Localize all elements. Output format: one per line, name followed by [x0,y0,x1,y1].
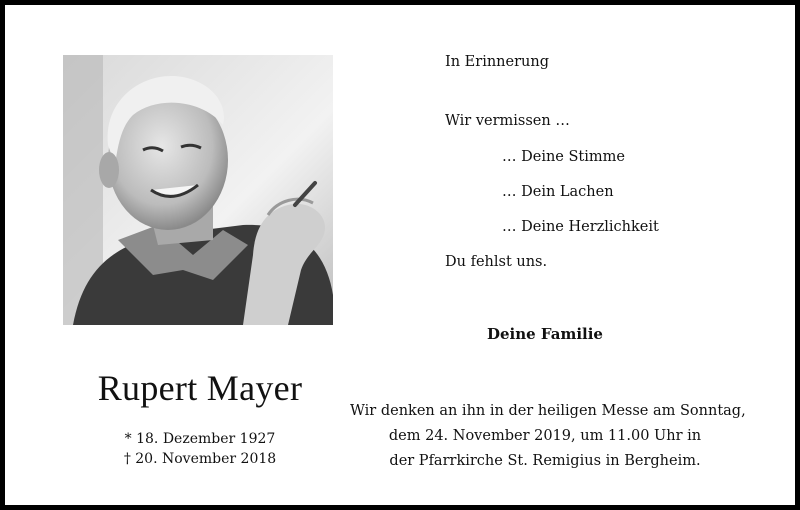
closing-line: Du fehlst uns. [445,254,548,270]
death-date: † 20. November 2018 [123,451,277,467]
portrait-photo [63,55,333,325]
message-line: … Deine Stimme [502,149,625,165]
message-line: … Deine Herzlichkeit [502,219,659,235]
mass-line: der Pfarrkirche St. Remigius in Bergheim. [389,453,701,469]
family-signature: Deine Familie [487,325,603,343]
birth-date: * 18. Dezember 1927 [124,431,276,447]
mass-announcement [350,399,746,474]
mass-line: Wir denken an ihn in der heiligen Messe am Sonntag, [350,403,746,419]
memorial-heading: In Erinnerung [445,54,549,70]
message-line: … Dein Lachen [502,184,614,200]
life-dates [65,429,335,469]
portrait-photo-icon [63,55,333,325]
mass-line: dem 24. November 2019, um 11.00 Uhr in [388,428,702,444]
intro-line: Wir vermissen … [445,113,570,129]
deceased-name: Rupert Mayer [97,368,303,408]
